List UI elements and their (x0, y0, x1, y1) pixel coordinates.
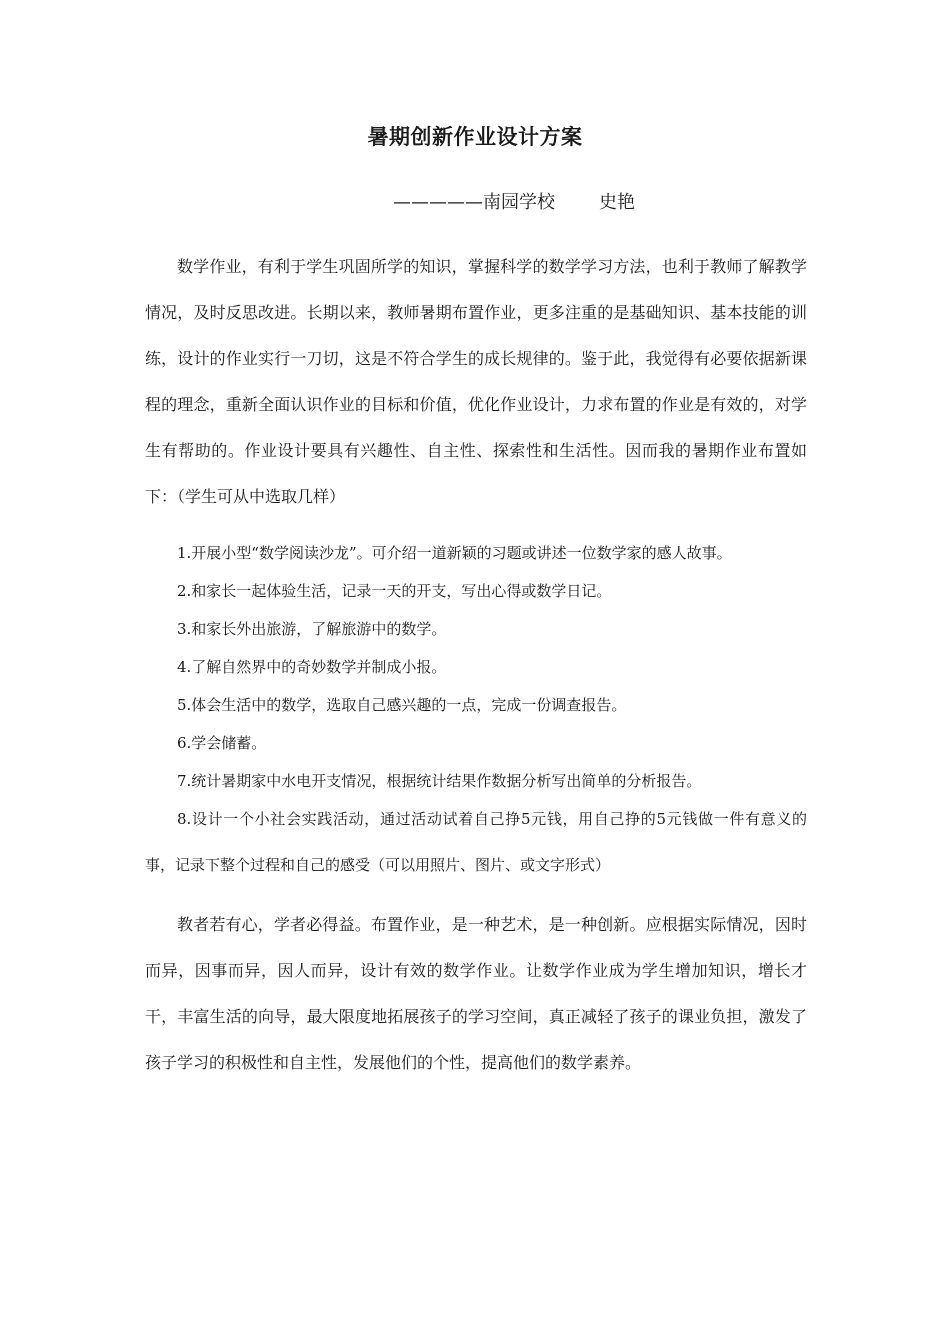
list-item: 3.和家长外出旅游，了解旅游中的数学。 (177, 620, 447, 638)
byline (393, 189, 635, 217)
list-item: 4.了解自然界中的奇妙数学并制成小报。 (177, 658, 447, 676)
byline-school: —————南园学校 (393, 192, 555, 213)
list-item: 7.统计暑期家中水电开支情况，根据统计结果作数据分析写出简单的分析报告。 (177, 772, 702, 790)
list-item: 5.体会生活中的数学，选取自己感兴趣的一点，完成一份调查报告。 (177, 696, 627, 714)
list-item: 2.和家长一起体验生活，记录一天的开支，写出心得或数学日记。 (177, 582, 612, 600)
intro-paragraph: 数学作业，有利于学生巩固所学的知识，掌握科学的数学学习方法，也利于教师了解教学情况，及时反思改进。长期以来，教师暑期布置作业，更多注重的是基础知识、基本技能的训练，设计的作业实行一刀切，这是不符合学生的成长规律的。鉴于此，我觉得有必要依据新课程的理念，重新全面认识作业的目标和价值，优化作业设计，力求布置的作业是有效的，对学生有帮助的。作业设计要具有兴趣性、自主性、探索性和生活性。因而我的暑期作业布置如下：（学生可从中选取几样） (145, 257, 807, 506)
document-title: 暑期创新作业设计方案 (367, 125, 583, 149)
list-item: 1.开展小型“数学阅读沙龙”。可介绍一道新颖的习题或讲述一位数学家的感人故事。 (177, 544, 732, 562)
byline-author: 史艳 (599, 192, 635, 213)
list-item: 8.设计一个小社会实践活动，通过活动试着自己挣5元钱，用自己挣的5元钱做一件有意义的事，记录下整个过程和自己的感受（可以用照片、图片、或文字形式） (145, 810, 807, 874)
list-item: 6.学会储蓄。 (177, 734, 267, 752)
conclusion-paragraph: 教者若有心，学者必得益。布置作业，是一种艺术，是一种创新。应根据实际情况，因时而异，因事而异，因人而异，设计有效的数学作业。让数学作业成为学生增加知识，增长才干，丰富生活的向导，最大限度地拓展孩子的学习空间，真正减轻了孩子的课业负担，激发了孩子学习的积极性和自主性，发展他们的个性，提高他们的数学素养。 (145, 915, 807, 1072)
assignment-list (145, 534, 807, 888)
